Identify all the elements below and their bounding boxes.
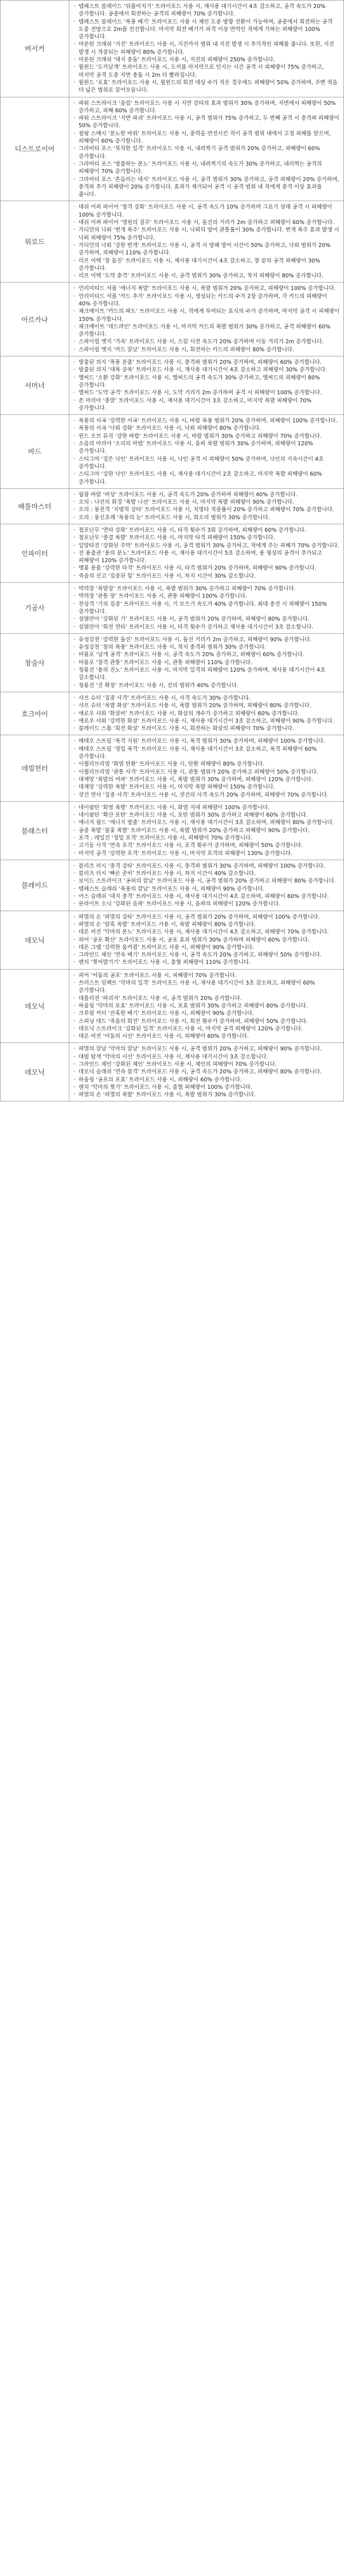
change-item: · 쓰러스트 임팩트 ‘악마의 일격’ 트라이포드 사용 시, 재사용 대기시간이 3초 감소하고, 피해량이 60% 증가합니다. <box>73 979 340 995</box>
change-item: · 쏜 마리아 ‘종말’ 트라이포드 사용 시, 재사용 대기시간이 3초 감소하고, 마지막 폭발 피해량이 70% 증가합니다. <box>73 397 340 413</box>
hero-name: 바드 <box>1 415 69 489</box>
change-item: · 보이드 스트라이크 ‘공허의 칼날’ 트라이포드 사용 시, 공격 범위가 20% 증가하고 피해량이 80% 증가합니다. <box>73 877 340 885</box>
hero-name: 데모닉 <box>1 1043 69 1101</box>
hero-row <box>1 488 344 524</box>
change-notes <box>69 524 344 583</box>
change-list <box>69 1043 343 1101</box>
change-item: · 애로우 샤워 ‘강력한 화살’ 트라이포드 사용 시, 재사용 대기시간이 3초 감소하고, 피해량이 90% 증가합니다. <box>73 717 340 725</box>
change-item: · 윌윈드 ‘도끼날개’ 트라이포드 사용 시, 도끼를 마지막으로 던지는 시간 공격 시 피해량이 75% 증가하고, 마지막 공격 도중 지면 충돌 시 2m 더 빨라집니다. <box>73 64 340 79</box>
change-item: · 스파이럴 엣지 ‘카드 칼날’ 트라이포드 사용 시, 회전하는 카드의 피해량이 80% 증가합니다. <box>73 346 340 354</box>
change-item: · 천상격 ‘기의 집중’ 트라이포드 사용 시, 기 모으기 속도가 40% 증가합니다. 최대 충전 시 피해량이 150% 증가합니다. <box>73 601 340 616</box>
change-list <box>69 356 343 414</box>
change-item: · 샷건 연사 ‘집중 사격’ 트라이포드 사용 시, 샷건의 사격 속도가 20% 증가하며, 피해량이 70% 증가합니다. <box>73 791 340 799</box>
change-item: · 대쉬 어퍼 파이어 ‘창격 강화’ 트라이포드 사용 시, 공격 속도가 10% 증가하며 그로기 상태 공격 시 피해량이 100% 증가합니다. <box>73 203 340 219</box>
change-item: · 데모닉 슬래쉬 ‘연속 참격’ 트라이포드 사용 시, 공격 속도가 20% 증가하고, 피해량이 80% 증가합니다. <box>73 1068 340 1076</box>
change-item: · 오의 : 풍신초래 ‘폭풍의 눈’ 트라이포드 사용 시, 회오리 범위가 30% 증가합니다. <box>73 514 340 522</box>
change-item: · 방출된 의지 ‘대폭 증폭’ 트라이포드 사용 시, 재사용 대기시간이 4초 감소하고 피해량이 30% 증가합니다. <box>73 366 340 374</box>
hero-name: 서머너 <box>1 356 69 415</box>
change-item: · 마운틴 크래쉬 ‘대지 충돌’ 트라이포드 사용 시, 지진의 피해량이 250% 증가합니다. <box>73 56 340 64</box>
change-item: · 블레이드 스톰 ‘회전 화살’ 트라이포드 사용 시, 회전하는 화살의 피해량이 70% 증가합니다. <box>73 725 340 732</box>
hero-name: 창술사 <box>1 633 69 692</box>
change-item: · 애로우 샤워 ‘화살비’ 트라이포드 사용 시, 화살의 개수가 증가하고 피해량이 60% 증가합니다. <box>73 710 340 717</box>
change-item: · 비룡포 ‘날개 공격’ 트라이포드 사용 시, 공격 속도가 20% 증가하고, 피해량이 60% 증가합니다. <box>73 651 340 658</box>
change-item: · 데모닉 스트라이크 ‘강화된 일격’ 트라이포드 사용 시, 마지막 공격 피해량이 120% 증가합니다. <box>73 1025 340 1033</box>
change-item: · 철포난무 ‘종결 폭발’ 트라이포드 사용 시, 마지막 타격 피해량이 150% 증가합니다. <box>73 534 340 542</box>
change-item: · 파워 스트라이크 ‘울림’ 트라이포드 사용 시 지면 강타의 효과 범위가 30% 증가하며, 지면에서 피해량이 50% 증가하고, 피해 60% 증가합니다. <box>73 100 340 115</box>
change-item: · 엘씨드 ‘도약 공격’ 트라이포드 사용 시, 도약 거리가 2m 증가하며 공격 시 피해량이 100% 증가합니다. <box>73 389 340 397</box>
change-item: · 파멸의 손 ‘암흑 폭발’ 트라이포드 사용 시, 폭발 피해량이 80% 증가합니다. <box>73 921 340 928</box>
change-item: · 대재앙 ‘강력한 폭발’ 트라이포드 사용 시, 마지막 폭발 피해량이 150% 증가합니다. <box>73 783 340 791</box>
change-item: · 공중 폭발 ‘불꽃 폭발’ 트라이포드 사용 시, 폭발 범위가 20% 증가하고 피해량이 90% 증가합니다. <box>73 827 340 834</box>
change-item: · 폭풍의 서곡 ‘낙뢰 강화’ 트라이포드 사용 시, 낙뢰 피해량이 80% 증가합니다. <box>73 425 340 432</box>
change-item: · 맹룡 용출 ‘강력한 타격’ 트라이포드 사용 시, 타격 범위가 20% 증가하며, 피해량이 90% 증가합니다. <box>73 564 340 572</box>
change-item: · 벽력장 ‘관통 장’ 트라이포드 사용 시, 관통 피해량이 100% 증가합니다. <box>73 593 340 600</box>
change-list <box>69 283 343 356</box>
change-item: · 데몰리션 ‘파괴자’ 트라이포드 사용 시, 공격 범위가 20% 증가합니다. <box>73 995 340 1002</box>
change-list <box>69 860 343 911</box>
change-item: · 방출된 의지 ‘폭풍 분출’ 트라이포드 사용 시, 충격파 범위가 20% 증가하며, 피해량이 60% 증가합니다. <box>73 359 340 366</box>
change-item: · 윈드 오브 뮤직 ‘강한 바람’ 트라이포드 사용 시, 바람 범위가 30% 증가하고 피해량이 70% 증가합니다. <box>73 433 340 440</box>
change-item: · 가디언의 낙뢰 ‘강한 번개’ 트라이포드 사용 시, 공격 시 방패 방어 시간이 50% 증가하고, 낙뢰 범위가 20% 증가하며, 피해량이 110% 증가합니다. <box>73 242 340 257</box>
change-notes <box>69 969 344 1043</box>
change-list <box>69 489 343 524</box>
change-item: · 네이팜탄 ‘확산 포탄’ 트라이포드 사용 시, 포탄 범위가 30% 증가하고 피해량이 60% 증가합니다. <box>73 811 340 819</box>
hero-row <box>1 860 344 911</box>
change-item: · 점핑 스매시 ‘분노한 바위’ 트라이포드 사용 시, 중력을 반전시킨 적이 공격 범위 내에서 고정 피해를 받으며, 피해량이 60% 증가합니다. <box>73 130 340 146</box>
change-item: · 하울링 ‘악마의 포효’ 트라이포드 사용 시, 포효 범위가 30% 증가하고 피해량이 80% 증가합니다. <box>73 1002 340 1010</box>
change-notes <box>69 488 344 524</box>
hero-row <box>1 735 344 801</box>
change-item: · 문라이트 소닉 ‘강화된 음파’ 트라이포드 사용 시, 음파의 피해량이 120% 증가합니다. <box>73 900 340 908</box>
change-item: · 청룡진 ‘진 확장’ 트라이포드 사용 시, 진의 범위가 40% 증가합니다. <box>73 682 340 689</box>
change-item: · 파멸의 칼날 ‘악마의 칼날’ 트라이포드 사용 시, 공격 범위가 20% 증가하고, 피해량이 90% 증가합니다. <box>73 1045 340 1053</box>
change-item: · 비룡포 ‘창격 관통’ 트라이포드 사용 시, 관통 피해량이 110% 증가합니다. <box>73 659 340 666</box>
change-item: · 이퀄리브리엄 ‘화염 탄환’ 트라이포드 사용 시, 탄환 피해량이 80% 증가합니다. <box>73 760 340 768</box>
hero-name: 디스트로이어 <box>1 97 69 201</box>
change-item: · 가디언의 낙뢰 ‘번개 폭주’ 트라이포드 사용 시, 낙뢰의 방어 관통률이 30% 증가합니다. 번개 폭주 효과 발생 시 낙뢰 피해량이 75% 증가합니다. <box>73 226 340 242</box>
change-item: · 그라인드 체인 ‘연속 베기’ 트라이포드 사용 시, 공격 속도가 20% 증가하고, 피해량이 50% 증가합니다. <box>73 951 340 959</box>
change-item: · 어스 슬래쉬 ‘대지 충격’ 트라이포드 사용 시, 재사용 대기시간이 4초 감소하며, 피해량이 60% 증가합니다. <box>73 893 340 900</box>
change-item: · 템페스트 블레이드 ‘뒤몰아치기’ 트라이포드 사용 시, 재사용 대기시간이 4초 감소하고, 공격 속도가 20% 증가합니다. 공중에서 회전하는 공격의 피해량이 70% 증가합니다. <box>73 3 340 18</box>
hero-row <box>1 692 344 735</box>
change-item: · 네이팜탄 ‘화염 폭발’ 트라이포드 사용 시, 화염 지대 피해량이 100% 증가합니다. <box>73 804 340 811</box>
change-item: · 파멸의 손 ‘파멸의 폭발’ 트라이포드 사용 시, 폭발 범위가 30% 증가합니다. <box>73 1091 340 1099</box>
hero-name: 블래스터 <box>1 801 69 860</box>
change-item: · 유성강천 ‘창의 폭풍’ 트라이포드 사용 시, 착지 충격파 범위가 30% 증가합니다. <box>73 644 340 651</box>
change-item: · 언리미티드 셔플 ‘카드 추가’ 트라이포드 사용 시, 생성되는 카드의 수가 2장 증가하며, 각 카드의 피해량이 40% 증가합니다. <box>73 293 340 308</box>
change-notes <box>69 283 344 356</box>
change-list <box>69 1 343 97</box>
change-item: · 섬열란아 ‘회전 연타’ 트라이포드 사용 시, 타격 횟수가 증가하고 재사용 대기시간이 3초 감소합니다. <box>73 624 340 631</box>
change-item: · 청룡진 ‘용의 진노’ 트라이포드 사용 시, 마지막 일격의 피해량이 120% 증가하며, 재사용 대기시간이 4초 감소합니다. <box>73 666 340 682</box>
hero-row <box>1 1 344 97</box>
change-list <box>69 201 343 282</box>
change-item: · 그라비티 포스 ‘흔들리는 대지’ 트라이포드 사용 시, 공격 범위가 30% 증가하고, 공격 피해량이 20% 증가하며, 충격파 추가 피해량이 20% 증가합니다. 효과가 제거되어 공격 시 공격 범위 내 적에게 충격 이상 효과를 줍니다. <box>73 176 340 199</box>
change-notes <box>69 415 344 489</box>
change-item: · 벽력장 ‘폭발장’ 트라이포드 사용 시, 폭발 범위가 30% 증가하고 피해량이 70% 증가합니다. <box>73 585 340 593</box>
change-item: · 피어 ‘어둠의 공포’ 트라이포드 사용 시, 피해량이 70% 증가합니다. <box>73 972 340 979</box>
change-item: · 스피닝 데드 ‘죽음의 회전’ 트라이포드 사용 시, 회전 횟수가 증가하며, 피해량이 50% 증가합니다. <box>73 1018 340 1025</box>
change-item: · 엘씨드 ‘소환 강화’ 트라이포드 사용 시, 엘씨드의 공격 속도가 30% 증가하고, 엘씨드의 피해량이 80% 증가합니다. <box>73 374 340 390</box>
change-notes <box>69 356 344 415</box>
change-item: · 리프 어택 ‘창 돌진’ 트라이포드 사용 시, 재사용 대기시간이 4초 감소하고, 창 끝의 공격 피해량이 30% 증가합니다. <box>73 257 340 273</box>
change-notes <box>69 633 344 692</box>
change-notes <box>69 1 344 97</box>
change-item: · 템페스트 슬래쉬 ‘폭풍의 칼날’ 트라이포드 사용 시, 피해량이 90% 증가합니다. <box>73 885 340 893</box>
change-notes <box>69 692 344 735</box>
change-list <box>69 735 343 801</box>
change-item: · 유성강천 ‘강력한 돌진’ 트라이포드 사용 시, 돌진 거리가 2m 증가하고, 피해량이 90% 증가합니다. <box>73 636 340 644</box>
change-notes <box>69 735 344 801</box>
hero-row <box>1 801 344 860</box>
hero-name: 데모닉 <box>1 911 69 969</box>
change-item: · 대재앙 ‘폭발의 여파’ 트라이포드 사용 시, 폭발 범위가 30% 증가하며, 피해량이 120% 증가합니다. <box>73 776 340 783</box>
change-item: · 철포난무 ‘연타 강화’ 트라이포드 사용 시, 타격 횟수가 3회 증가하며, 피해량이 60% 증가합니다. <box>73 527 340 534</box>
change-item: · 샤프 슈터 ‘폭발 화살’ 트라이포드 사용 시, 폭발 범위가 20% 증가하며, 피해량이 80% 증가합니다. <box>73 702 340 709</box>
change-list <box>69 970 343 1043</box>
hero-name: 블레이드 <box>1 860 69 911</box>
change-list <box>69 634 343 692</box>
hero-name: 버서커 <box>1 1 69 97</box>
change-item: · 템페스트 블레이드 ‘폭풍 베기’ 트라이포드 사용 시 체인 도중 방향 전환이 가능하며, 공중에서 회전하는 공격 도중 전방으로 2m를 전진합니다. 마지막 회전 베기가 피격 이상 면역인 적에게 가하는 피해량이 100% 증가합니다. <box>73 18 340 41</box>
hero-row <box>1 633 344 692</box>
balance-table <box>0 0 344 1101</box>
change-notes <box>69 201 344 283</box>
change-item: · 고기동 사격 ‘연속 포격’ 트라이포드 사용 시, 포격 횟수가 증가하며, 피해량이 50% 증가합니다. <box>73 842 340 849</box>
change-item: · 죽음의 선고 ‘집중된 힘’ 트라이포드 사용 시, 차지 시간이 30% 감소합니다. <box>73 573 340 580</box>
change-item: · 에너지 필드 ‘에너지 방출’ 트라이포드 사용 시, 재사용 대기시간이 3초 감소하며, 피해량이 80% 증가합니다. <box>73 819 340 826</box>
change-item: · 데몬 그랩 ‘강력한 움켜쥠’ 트라이포드 사용 시, 피해량이 90% 증가합니다. <box>73 944 340 951</box>
change-notes <box>69 1043 344 1101</box>
change-item: · 파멸의 손 ‘파멸의 강타’ 트라이포드 사용 시, 공격 범위가 20% 증가하며, 피해량이 100% 증가합니다. <box>73 913 340 921</box>
change-item: · 하울링 ‘공포의 포효’ 트라이포드 사용 시, 피해량이 60% 증가합니다. <box>73 1076 340 1084</box>
change-item: · 마지막 공격 ‘강력한 포격’ 트라이포드 사용 시, 마지막 포격의 피해량이 130% 증가합니다. <box>73 850 340 857</box>
change-item: · 블리츠 러시 ‘빠른 준비’ 트라이포드 사용 시, 차지 시간이 40% 감소합니다. <box>73 870 340 877</box>
hero-row <box>1 911 344 969</box>
change-notes <box>69 97 344 201</box>
hero-row <box>1 969 344 1043</box>
change-item: · 이퀄리브리엄 ‘관통 사격’ 트라이포드 사용 시, 관통 범위가 20% 증가하고 피해량이 50% 증가합니다. <box>73 769 340 776</box>
change-item: · 체크메이트 ‘데드라인’ 트라이포드 사용 시, 마지막 카드의 폭발 범위가 30% 증가하고, 공격 피해량이 60% 증가합니다. <box>73 323 340 339</box>
hero-row <box>1 583 344 634</box>
change-item: · 파워 스트라이크 ‘지면 파괴’ 트라이포드 사용 시, 공격 범위가 75% 증가하고, 두 번째 공격 시 충격파 피해량이 50% 증가합니다. <box>73 115 340 130</box>
change-item: · 렌치 ‘찢어발기기’ 트라이포드 사용 시, 출혈 피해량이 110% 증가합니다. <box>73 959 340 966</box>
change-item: · 리프 어택 ‘도약 충격’ 트라이포드 사용 시, 공격 범위가 30% 증가하고, 착지 피해량이 80% 증가합니다. <box>73 272 340 280</box>
change-item: · 그라비티 포스 ‘방출하는 분노’ 트라이포드 사용 시, 내려찍기의 속도가 30% 증가하고, 내리찍는 공격의 피해량이 70% 증가합니다. <box>73 160 340 176</box>
change-list <box>69 524 343 582</box>
hero-row <box>1 97 344 201</box>
change-notes <box>69 860 344 911</box>
change-item: · 피어 ‘공포 확산’ 트라이포드 사용 시, 공포 효과 범위가 30% 증가하며 피해량이 60% 증가합니다. <box>73 936 340 944</box>
change-list <box>69 583 343 633</box>
hero-name: 기공사 <box>1 583 69 634</box>
change-item: · 윌윈드 ‘포효’ 트라이포드 사용 시, 윌윈드의 회전 대상 수가 적은 경우에도 피해량이 50% 증가하며, 주변 적을 더 넓은 범위로 끌어모읍니다. <box>73 79 340 95</box>
hero-name: 데모닉 <box>1 969 69 1043</box>
change-item: · 그라비티 포스 ‘묵직한 일격’ 트라이포드 사용 시, 내려찍기 공격 범위가 20% 증가하고, 피해량이 60% 증가합니다. <box>73 145 340 160</box>
change-list <box>69 911 343 969</box>
hero-row <box>1 1043 344 1101</box>
change-item: · 오의 : 나선의 화경 ‘폭발 나선’ 트라이포드 사용 시, 마지막 폭발 피해량이 90% 증가합니다. <box>73 499 340 506</box>
change-notes <box>69 801 344 860</box>
hero-name: 인파이터 <box>1 524 69 583</box>
hero-name: 아르카나 <box>1 283 69 356</box>
change-item: · 폭풍의 서곡 ‘강력한 서곡’ 트라이포드 사용 시, 바람 폭풍 범위가 20% 증가하며, 피해량이 100% 증가합니다. <box>73 417 340 425</box>
change-item: · 스티그마 ‘검은 낙인’ 트라이포드 사용 시, 낙인 공격 시 피해량이 50% 증가하며, 낙인의 지속시간이 4초 증가합니다. <box>73 456 340 471</box>
change-item: · 오의 : 붕천격 ‘치명적 강타’ 트라이포드 사용 시, 치명타 적중률이 20% 증가하고 피해량이 70% 증가합니다. <box>73 506 340 513</box>
hero-name: 호크아이 <box>1 692 69 735</box>
change-item: · 블리츠 러시 ‘충격 강타’ 트라이포드 사용 시, 충격파 범위가 30% 증가하며, 피해량이 100% 증가합니다. <box>73 862 340 870</box>
change-item: · 일망타진 ‘강화된 주먹’ 트라이포드 사용 시, 공격 범위가 30% 증가하고, 적에게 주는 피해가 70% 증가합니다. <box>73 542 340 550</box>
change-item: · 메테오 스트림 ‘폭격 지원’ 트라이포드 사용 시, 폭격 범위가 30% 증가하며, 피해량이 100% 증가합니다. <box>73 738 340 745</box>
hero-row <box>1 356 344 415</box>
balance-table-body <box>1 1 344 1101</box>
hero-name: 데빌헌터 <box>1 735 69 801</box>
change-list <box>69 415 343 488</box>
change-item: · 스티그마 ‘강한 낙인’ 트라이포드 사용 시, 재사용 대기시간이 2초 감소하고, 마지막 폭발 피해량이 60% 증가합니다. <box>73 470 340 486</box>
change-item: · 언리미티드 셔플 ‘에너지 폭발’ 트라이포드 사용 시, 폭발 범위가 20% 증가하고, 피해량이 100% 증가합니다. <box>73 285 340 292</box>
change-item: · 데몬 비전 ‘악마의 분노’ 트라이포드 사용 시, 재사용 대기시간이 4초 감소하고, 피해량이 70% 증가합니다. <box>73 928 340 936</box>
change-item: · 섬열란아 ‘강화된 기’ 트라이포드 사용 시, 공격 범위가 20% 증가하며, 피해량이 80% 증가합니다. <box>73 615 340 623</box>
change-item: · 진 용출권 ‘용의 분노’ 트라이포드 사용 시, 재사용 대기시간이 5초 감소하며, 용 형상의 공격이 추가되고 피해량이 120% 증가합니다. <box>73 550 340 565</box>
hero-row <box>1 524 344 583</box>
change-item: · 데몬 비전 ‘어둠의 시선’ 트라이포드 사용 시, 피해량이 60% 증가합니다. <box>73 1033 340 1040</box>
change-item: · 스파이럴 엣지 ‘가속’ 트라이포드 사용 시, 스킬 시전 속도가 20% 증가하며 이동 거리가 2m 증가합니다. <box>73 338 340 346</box>
change-list <box>69 692 343 735</box>
change-item: · 데빌 탐색 ‘악마의 시선’ 트라이포드 사용 시, 재사용 대기시간이 3초 감소합니다. <box>73 1053 340 1061</box>
change-notes <box>69 911 344 969</box>
change-list <box>69 97 343 201</box>
change-item: · 마운틴 크래쉬 ‘지진’ 트라이포드 사용 시, 지진까지 범위 내 지진 발생 시 추가적인 피해를 줍니다. 또한, 지진 발생 시 적중되는 피해량이 80% 증가합니다. <box>73 41 340 56</box>
hero-row <box>1 283 344 356</box>
change-item: · 크루얼 커터 ‘잔혹한 베기’ 트라이포드 사용 시, 피해량이 90% 증가합니다. <box>73 1010 340 1017</box>
hero-name: 워로드 <box>1 201 69 283</box>
change-item: · 샤프 슈터 ‘집중 사격’ 트라이포드 사용 시, 사격 속도가 30% 증가합니다. <box>73 695 340 702</box>
hero-row <box>1 415 344 489</box>
change-item: · 그라인드 체인 ‘강화된 체인’ 트라이포드 사용 시, 체인의 피해량이 70% 증가합니다. <box>73 1061 340 1068</box>
change-item: · 포격 : 레일건 ‘정밀 포격’ 트라이포드 사용 시, 피해량이 70% 증가합니다. <box>73 834 340 842</box>
change-item: · 메테오 스트림 ‘정밀 폭격’ 트라이포드 사용 시, 재사용 대기시간이 3초 감소하고, 폭격 피해량이 60% 증가합니다. <box>73 746 340 761</box>
change-item: · 체크메이트 ‘카드의 파도’ 트라이포드 사용 시, 적에게 부여되는 표식의 수가 증가하며, 마지막 공격 시 피해량이 150% 증가합니다. <box>73 308 340 323</box>
change-item: · 대쉬 어퍼 파이어 ‘영원의 질주’ 트라이포드 사용 시, 돌진의 거리가 2m 증가하고 피해량이 60% 증가합니다. <box>73 219 340 226</box>
change-item: · 월광 바람 ‘비상’ 트라이포드 사용 시, 공격 속도가 20% 증가하며 피해량이 40% 증가합니다. <box>73 491 340 499</box>
change-notes <box>69 583 344 634</box>
change-item: · 렌치 ‘악마의 찢기’ 트라이포드 사용 시, 출혈 피해량이 100% 증가합니다. <box>73 1084 340 1091</box>
change-item: · 소음의 마리아 ‘소리의 마법’ 트라이포드 사용 시, 음파 폭발 범위가 30% 증가하며, 피해량이 120% 증가합니다. <box>73 440 340 456</box>
hero-row <box>1 201 344 283</box>
hero-name: 배틀마스터 <box>1 488 69 524</box>
change-list <box>69 802 343 860</box>
